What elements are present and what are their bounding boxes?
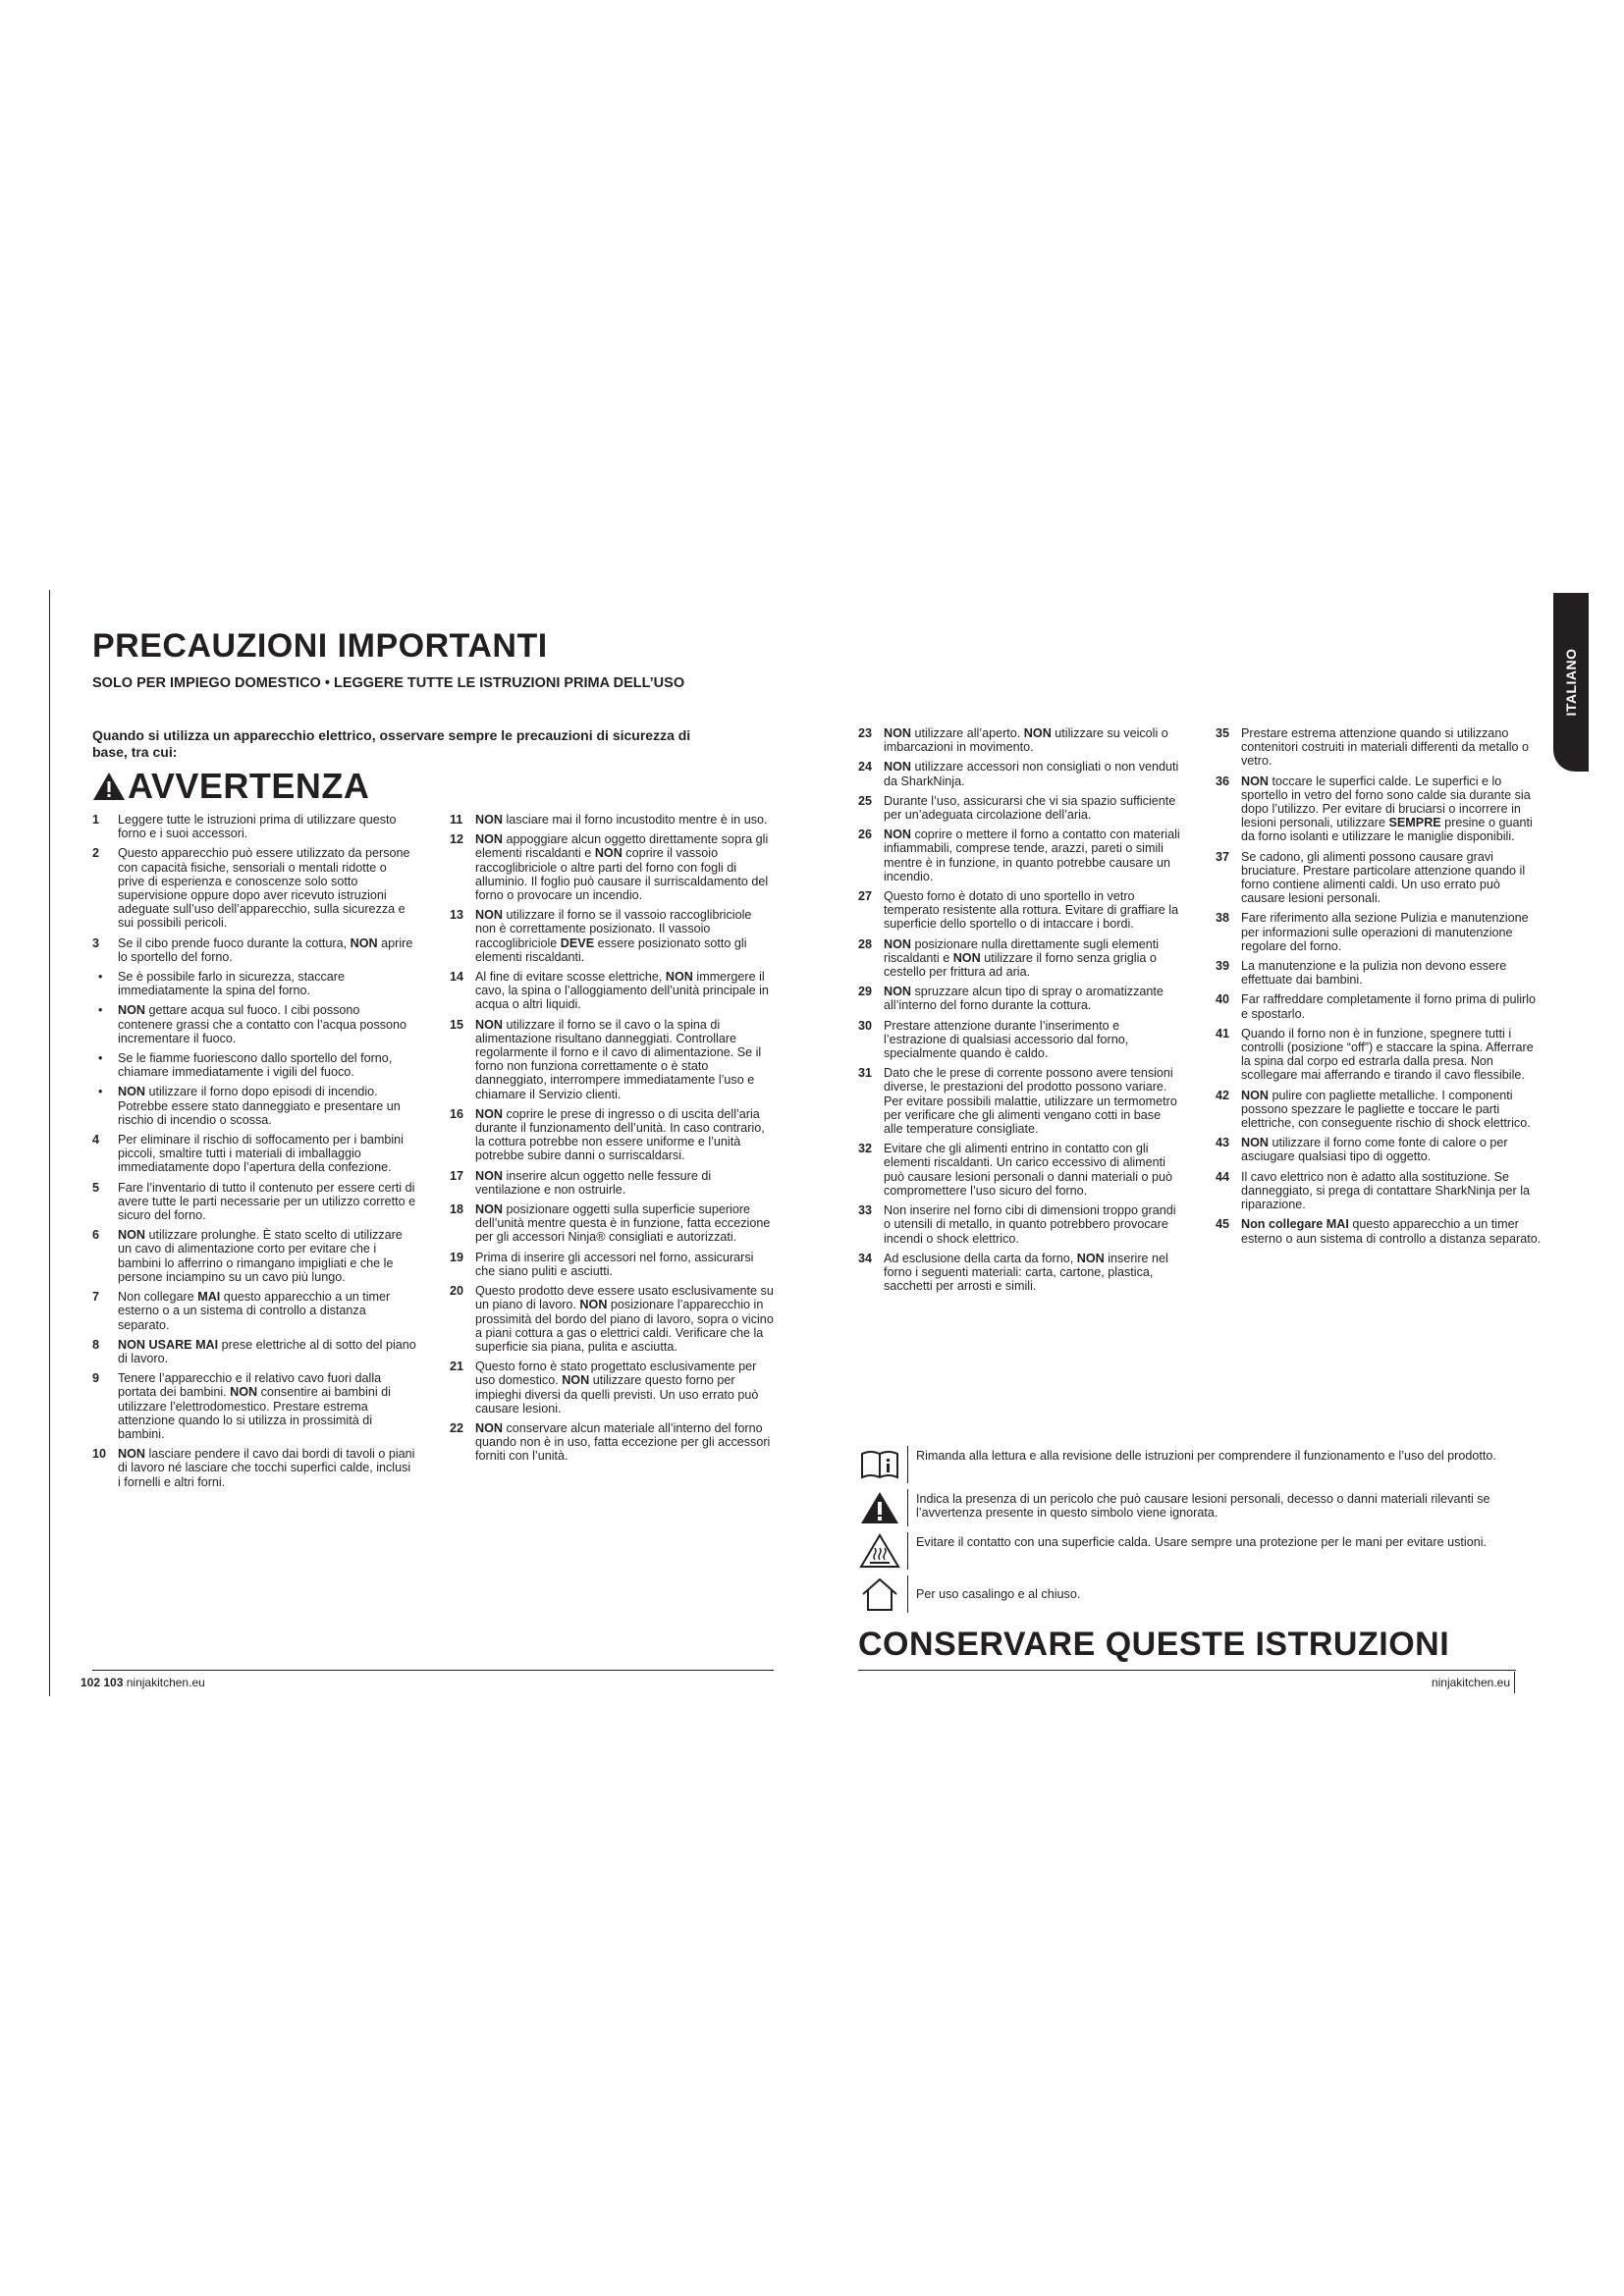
item-text: Dato che le prese di corrente possono avere tensioni diverse, le prestazioni del prodotto possono variare. Per evitare possibili malattie, utilizzare un termometro per verificare che gli alimenti vengano cotti in base alle temperature consigliate. bbox=[884, 1066, 1177, 1137]
item-number: 32 bbox=[858, 1142, 873, 1156]
item-text: Non inserire nel forno cibi di dimensioni troppo grandi o utensili di metallo, in quanto potrebbero provocare incendi o shock elettrico. bbox=[884, 1203, 1176, 1246]
item-number: 35 bbox=[1216, 726, 1230, 740]
item-text: Leggere tutte le istruzioni prima di utilizzare questo forno e i suoi accessori. bbox=[118, 813, 397, 841]
item-number: 3 bbox=[92, 935, 100, 950]
safety-item bbox=[1216, 850, 1542, 906]
item-number: 11 bbox=[450, 813, 463, 827]
item-text: NON lasciare mai il forno incustodito mentre è in uso. bbox=[475, 813, 768, 827]
safety-item bbox=[858, 760, 1180, 787]
item-text: Durante l’uso, assicurarsi che vi sia spazio sufficiente per un’adeguata circolazione dell’aria. bbox=[884, 793, 1176, 823]
item-text: Far raffreddare completamente il forno prima di pulirlo e spostarlo. bbox=[1241, 992, 1537, 1021]
safety-column-2 bbox=[450, 813, 774, 1469]
house-icon bbox=[858, 1575, 901, 1613]
safety-item bbox=[858, 889, 1180, 932]
item-text: NON coprire o mettere il forno a contatto con materiali infiammabili, comprese tende, arazzi, pareti o simili mentre è in funzione, in quanto potrebbe causare un incendio. bbox=[884, 828, 1180, 883]
safety-bullet-item bbox=[92, 970, 416, 997]
legend-row-hot-surface bbox=[858, 1532, 1506, 1570]
item-text: NON lasciare pendere il cavo dai bordi di tavoli o piani di lavoro né lasciare che tocchi superfici calde, inclusi i fornelli e altri forni. bbox=[118, 1447, 415, 1489]
safety-item bbox=[92, 1447, 416, 1489]
page-subtitle: SOLO PER IMPIEGO DOMESTICO • LEGGERE TUTTE LE ISTRUZIONI PRIMA DELL’USO bbox=[92, 675, 685, 691]
safety-column-3 bbox=[858, 726, 1180, 1299]
item-text: NON utilizzare il forno se il vassoio raccoglibriciole non è correttamente posizionato. Il vassoio raccoglibriciole DEVE essere posizionato sotto gli elementi riscaldanti. bbox=[475, 908, 752, 964]
item-number: 25 bbox=[858, 793, 873, 808]
safety-item bbox=[858, 985, 1180, 1012]
safety-item bbox=[92, 1371, 416, 1441]
warning-triangle-icon bbox=[92, 772, 126, 801]
item-text: NON utilizzare il forno dopo episodi di incendio. Potrebbe essere stato danneggiato e presentare un rischio di incendio o scossa. bbox=[118, 1085, 401, 1127]
language-tab-label: ITALIANO bbox=[1563, 648, 1579, 717]
item-text: Questo apparecchio può essere utilizzato da persone con capacità fisiche, sensoriali o mentali ridotte o prive di esperienza e conoscenze solo sotto supervisione oppure dopo aver ricevuto istruzioni adeguate sull’uso dell’apparecchio, sulla sicurezza e sui possibili pericoli. bbox=[118, 846, 410, 931]
warning-triangle-icon bbox=[858, 1489, 901, 1526]
item-text: Non collegare MAI questo apparecchio a un timer esterno o a un sistema di controllo a distanza separato. bbox=[118, 1290, 391, 1332]
item-text: Se cadono, gli alimenti possono causare gravi bruciature. Prestare particolare attenzione quando il forno contiene alimenti caldi. Un uso errato può causare lesioni personali. bbox=[1241, 849, 1526, 906]
item-text: Se il cibo prende fuoco durante la cottura, NON aprire lo sportello del forno. bbox=[118, 935, 413, 964]
safety-item bbox=[450, 1107, 774, 1163]
safety-item bbox=[1216, 911, 1542, 953]
safety-bullet-item bbox=[92, 1085, 416, 1127]
safety-item bbox=[92, 1228, 416, 1284]
item-number: 19 bbox=[450, 1250, 464, 1264]
item-text: NON utilizzare all’aperto. NON utilizzare su veicoli o imbarcazioni in movimento. bbox=[884, 726, 1168, 755]
legend-separator bbox=[907, 1575, 908, 1613]
legend-separator bbox=[907, 1446, 908, 1483]
item-number: 16 bbox=[450, 1106, 464, 1121]
safety-item bbox=[858, 1142, 1180, 1198]
item-number: 10 bbox=[92, 1447, 107, 1462]
item-number: 28 bbox=[858, 936, 873, 951]
legend-text-hot-surface: Evitare il contatto con una superficie calda. Usare sempre una protezione per le mani per evitare ustioni. bbox=[916, 1535, 1488, 1549]
footer-site-right: ninjakitchen.eu bbox=[1431, 1676, 1510, 1689]
item-text: Fare riferimento alla sezione Pulizia e manutenzione per informazioni sulle operazioni di manutenzione regolare del forno. bbox=[1241, 911, 1529, 953]
legend-row-manual bbox=[858, 1446, 1506, 1483]
legend-row-house bbox=[858, 1575, 1506, 1613]
language-tab bbox=[1553, 593, 1589, 772]
safety-item bbox=[858, 828, 1180, 883]
warning-heading bbox=[92, 766, 369, 807]
item-number: 7 bbox=[92, 1290, 100, 1305]
item-text: NON posizionare nulla direttamente sugli elementi riscaldanti e NON utilizzare il forno senza griglia o cestello per frittura ad aria. bbox=[884, 936, 1160, 980]
intro-text: Quando si utilizza un apparecchio elettrico, osservare sempre le precauzioni di sicurezza di base, tra cui: bbox=[92, 727, 691, 760]
safety-bullet-item bbox=[92, 1003, 416, 1045]
item-text: NON utilizzare prolunghe. È stato scelto di utilizzare un cavo di alimentazione corto per evitare che i bambini lo afferrino o rimangano impigliati e che le persone inciampino su un cavo più lungo. bbox=[118, 1228, 403, 1284]
safety-item bbox=[450, 1169, 774, 1197]
item-number: 40 bbox=[1216, 992, 1230, 1007]
item-number: 41 bbox=[1216, 1026, 1230, 1041]
safety-bullet-item bbox=[92, 1051, 416, 1079]
item-text: Prestare attenzione durante l’inserimento e l’estrazione di qualsiasi accessorio dal forno, specialmente quando è caldo. bbox=[884, 1018, 1129, 1061]
item-number: 27 bbox=[858, 889, 873, 904]
safety-item bbox=[450, 1421, 774, 1464]
manual-book-icon bbox=[858, 1446, 901, 1483]
safety-item bbox=[450, 970, 774, 1012]
item-text: NON spruzzare alcun tipo di spray o aromatizzante all’interno del forno durante la cottura. bbox=[884, 985, 1164, 1013]
item-number: 12 bbox=[450, 832, 464, 847]
item-text: Al fine di evitare scosse elettriche, NON immergere il cavo, la spina o l’alloggiamento dell’unità principale in acqua o altri liquidi. bbox=[475, 970, 769, 1012]
item-text: NON utilizzare accessori non consigliati o non venduti da SharkNinja. bbox=[884, 760, 1179, 788]
page-title: PRECAUZIONI IMPORTANTI bbox=[92, 627, 548, 665]
safety-column-4 bbox=[1216, 726, 1542, 1252]
item-number: 21 bbox=[450, 1360, 464, 1374]
safety-item bbox=[858, 726, 1180, 754]
safety-item bbox=[450, 1251, 774, 1278]
item-number: 2 bbox=[92, 846, 100, 861]
safety-item bbox=[858, 937, 1180, 980]
safety-item bbox=[1216, 726, 1542, 769]
legend-text-warning: Indica la presenza di un pericolo che può causare lesioni personali, decesso o danni materiali rilevanti se l’avvertenza presente in questo simbolo viene ignorata. bbox=[916, 1492, 1490, 1521]
item-text: Se le fiamme fuoriescono dallo sportello del forno, chiamare immediatamente i vigili del fuoco. bbox=[118, 1051, 393, 1080]
item-number: 5 bbox=[92, 1180, 100, 1195]
item-number: 20 bbox=[450, 1284, 464, 1299]
item-text: Ad esclusione della carta da forno, NON inserire nel forno i seguenti materiali: carta, cartone, plastica, sacchetti per arrosti e simili. bbox=[884, 1251, 1168, 1294]
safety-item bbox=[450, 908, 774, 964]
item-text: Prestare estrema attenzione quando si utilizzano contenitori costruiti in materiali differenti da metallo o vetro. bbox=[1241, 726, 1530, 769]
footer-bar bbox=[1514, 1672, 1515, 1693]
item-number: 37 bbox=[1216, 849, 1230, 864]
item-number: 23 bbox=[858, 726, 873, 740]
item-number: 4 bbox=[92, 1133, 100, 1148]
item-text: Se è possibile farlo in sicurezza, staccare immediatamente la spina del forno. bbox=[118, 970, 345, 998]
item-text: Questo forno è dotato di uno sportello in vetro temperato resistente alla rottura. Evitare di graffiare la superficie dello sportello o di intaccare i bordi. bbox=[884, 889, 1179, 932]
item-number: 22 bbox=[450, 1420, 464, 1435]
item-text: NON appoggiare alcun oggetto direttamente sopra gli elementi riscaldanti e NON coprire il vassoio raccoglibriciole o altre parti del forno con fogli di alluminio. Il foglio può causare il surriscaldamento del forno o provocare un incendio. bbox=[475, 832, 769, 903]
safety-item bbox=[92, 936, 416, 964]
item-number: 33 bbox=[858, 1203, 873, 1218]
item-text: NON inserire alcun oggetto nelle fessure di ventilazione e non ostruirle. bbox=[475, 1168, 712, 1197]
item-text: Non collegare MAI questo apparecchio a un timer esterno o aun sistema di controllo a distanza separato. bbox=[1241, 1217, 1542, 1246]
item-text: NON pulire con pagliette metalliche. I componenti possono spezzare le pagliette e toccare le parti elettriche, con conseguente rischio di shock elettrico. bbox=[1241, 1088, 1531, 1131]
item-number: 8 bbox=[92, 1337, 100, 1352]
item-text: NON posizionare oggetti sulla superficie superiore dell’unità mentre questa è in funzione, fatta eccezione per gli accessori Ninja® consigliati e autorizzati. bbox=[475, 1202, 771, 1245]
safety-item bbox=[858, 1203, 1180, 1246]
footer-rule-left bbox=[92, 1670, 774, 1671]
item-text: NON toccare le superfici calde. Le superfici e lo sportello in vetro del forno sono calde sia durante sia dopo l’utilizzo. Per evitare di bruciarsi o incorrere in lesioni personali, utilizzare SEMPRE presine o guanti da forno isolanti e utilizzare le maniglie disponibili. bbox=[1241, 774, 1533, 844]
item-number: 13 bbox=[450, 908, 464, 923]
safety-item bbox=[858, 1252, 1180, 1294]
keep-instructions-heading: CONSERVARE QUESTE ISTRUZIONI bbox=[858, 1626, 1450, 1663]
item-number: 9 bbox=[92, 1371, 100, 1386]
item-number: 14 bbox=[450, 970, 464, 985]
item-number: 36 bbox=[1216, 774, 1230, 788]
safety-item bbox=[92, 813, 416, 840]
safety-item bbox=[858, 1019, 1180, 1061]
item-text: La manutenzione e la pulizia non devono essere effettuate dai bambini. bbox=[1241, 959, 1507, 988]
item-number: 31 bbox=[858, 1066, 873, 1081]
item-number: 30 bbox=[858, 1018, 873, 1033]
bullet-marker: • bbox=[98, 1085, 103, 1099]
item-text: NON utilizzare il forno come fonte di calore o per asciugare qualsiasi tipo di oggetto. bbox=[1241, 1136, 1508, 1164]
item-text: Fare l’inventario di tutto il contenuto per essere certi di avere tutte le parti necessarie per un utilizzo corretto e sicuro del forno. bbox=[118, 1180, 416, 1223]
bullet-marker: • bbox=[98, 1051, 103, 1066]
left-margin-rule bbox=[49, 590, 50, 1696]
safety-item bbox=[450, 1284, 774, 1354]
item-number: 6 bbox=[92, 1228, 100, 1243]
safety-item bbox=[858, 1066, 1180, 1136]
item-number: 29 bbox=[858, 985, 873, 999]
item-text: NON USARE MAI prese elettriche al di sotto del piano di lavoro. bbox=[118, 1337, 416, 1365]
safety-item bbox=[1216, 959, 1542, 987]
item-text: Questo forno è stato progettato esclusivamente per uso domestico. NON utilizzare questo forno per impieghi diversi da quelli previsti. Un uso errato può causare lesioni. bbox=[475, 1360, 759, 1415]
safety-item bbox=[450, 832, 774, 902]
item-number: 15 bbox=[450, 1017, 464, 1032]
safety-item bbox=[450, 1202, 774, 1245]
legend-text-manual: Rimanda alla lettura e alla revisione delle istruzioni per comprendere il funzionamento e l’uso del prodotto. bbox=[916, 1449, 1496, 1463]
item-text: Questo prodotto deve essere usato esclusivamente su un piano di lavoro. NON posizionare l’apparecchio in prossimità del bordo del piano di lavoro, sopra o vicino a piani cottura a gas o elettrici caldi. Verificare che la superficie sia piana, pulita e asciutta. bbox=[475, 1284, 774, 1354]
item-text: NON conservare alcun materiale all’interno del forno quando non è in uso, fatta eccezione per gli accessori forniti con l’unità. bbox=[475, 1420, 771, 1464]
item-number: 17 bbox=[450, 1168, 464, 1183]
item-number: 38 bbox=[1216, 911, 1230, 926]
page-numbers: 102 103 bbox=[81, 1676, 124, 1689]
legend-row-warning bbox=[858, 1489, 1506, 1526]
safety-item bbox=[450, 1018, 774, 1101]
bullet-marker: • bbox=[98, 1003, 103, 1018]
bullet-marker: • bbox=[98, 970, 103, 985]
safety-item bbox=[450, 813, 774, 827]
item-text: NON utilizzare il forno se il cavo o la spina di alimentazione risultano danneggiati. Controllare regolarmente il forno e il cavo di alimentazione. Se il forno non funziona correttamente o è stato danneggiato, interrompere immediatamente l’uso e chiamare il Servizio clienti. bbox=[475, 1017, 762, 1101]
legend-text-house: Per uso casalingo e al chiuso. bbox=[916, 1587, 1081, 1601]
item-number: 34 bbox=[858, 1251, 873, 1265]
safety-item bbox=[1216, 1089, 1542, 1131]
item-text: Evitare che gli alimenti entrino in contatto con gli elementi riscaldanti. Un carico eccessivo di alimenti può causare lesioni personali o danni materiali o può compromettere l’uso sicuro del forno. bbox=[884, 1142, 1173, 1198]
safety-item bbox=[92, 1290, 416, 1332]
item-number: 42 bbox=[1216, 1088, 1230, 1102]
safety-column-1 bbox=[92, 813, 416, 1495]
item-text: Quando il forno non è in funzione, spegnere tutti i controlli (posizione “off”) e staccare la spina. Afferrare la spina dal corpo ed estrarla dalla presa. Non scollegare mai afferrando e tirando il cavo flessibile. bbox=[1241, 1026, 1534, 1083]
item-text: Tenere l’apparecchio e il relativo cavo fuori dalla portata dei bambini. NON consentire ai bambini di utilizzare l’elettrodomestico. Prestare estrema attenzione quando lo si utilizza in prossimità di bambini. bbox=[118, 1371, 391, 1441]
safety-item bbox=[1216, 1170, 1542, 1212]
safety-item bbox=[1216, 1027, 1542, 1083]
footer-site-left: ninjakitchen.eu bbox=[126, 1676, 205, 1689]
safety-item bbox=[92, 846, 416, 930]
safety-item bbox=[1216, 1217, 1542, 1245]
item-number: 18 bbox=[450, 1202, 464, 1217]
item-text: Per eliminare il rischio di soffocamento per i bambini piccoli, smaltire tutti i materiali di imballaggio immediatamente dopo l’apertura della confezione. bbox=[118, 1133, 404, 1175]
item-number: 43 bbox=[1216, 1136, 1230, 1150]
legend-separator bbox=[907, 1489, 908, 1526]
safety-item bbox=[92, 1181, 416, 1223]
safety-item bbox=[450, 1360, 774, 1415]
legend-separator bbox=[907, 1532, 908, 1570]
item-text: Il cavo elettrico non è adatto alla sostituzione. Se danneggiato, si prega di contattare SharkNinja per la riparazione. bbox=[1241, 1169, 1531, 1212]
safety-item bbox=[1216, 774, 1542, 844]
item-number: 39 bbox=[1216, 959, 1230, 974]
item-text: NON gettare acqua sul fuoco. I cibi possono contenere grassi che a contatto con l’acqua possono incrementare il fuoco. bbox=[118, 1003, 407, 1045]
safety-item bbox=[1216, 1136, 1542, 1163]
safety-item bbox=[858, 794, 1180, 822]
footer-left bbox=[81, 1676, 205, 1689]
safety-item bbox=[92, 1338, 416, 1365]
item-number: 44 bbox=[1216, 1169, 1230, 1184]
item-text: NON coprire le prese di ingresso o di uscita dell’aria durante il funzionamento dell’unità. In caso contrario, la cottura potrebbe non essere uniforme e l’unità potrebbe subire danni o surriscaldarsi. bbox=[475, 1106, 765, 1163]
footer-rule-right bbox=[858, 1670, 1516, 1671]
item-number: 1 bbox=[92, 813, 100, 827]
safety-item bbox=[1216, 992, 1542, 1020]
safety-item bbox=[92, 1133, 416, 1175]
item-text: Prima di inserire gli accessori nel forno, assicurarsi che siano puliti e asciutti. bbox=[475, 1250, 754, 1278]
item-number: 45 bbox=[1216, 1217, 1230, 1232]
warning-label: AVVERTENZA bbox=[128, 766, 370, 806]
item-number: 24 bbox=[858, 760, 873, 774]
item-number: 26 bbox=[858, 828, 873, 842]
hot-surface-icon bbox=[858, 1532, 901, 1570]
